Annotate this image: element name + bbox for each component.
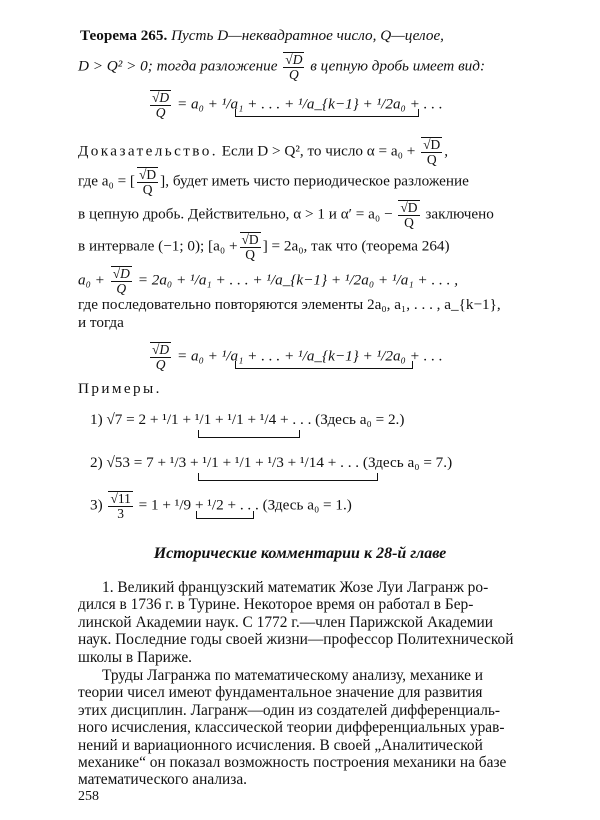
paragraph-2: Труды Лагранжа по математическому анализу, механике и теории чисел имеют фундаментальное значение для развития этих дисциплин. Лагранж—один из создателей дифференциаль- ного исчисления, классической теории дифференциальных урав- нений и вариационного исчисления. В своей „Аналитической механике“ он показал возможность построения механики на базе математического анализа.: [78, 667, 507, 789]
paragraph-1: 1. Великий французский математик Жозе Луи Лагранж ро- дился в 1736 г. в Турине. Некоторое время он работал в Бер- линской Академии наук. С 1772 г.—член Парижской Академии наук. Последние годы своей жизни—профессор Политехнической школы в Париже.: [78, 579, 514, 666]
theorem-formula: $\frac{√D}{Q}$ = a₀ + ¹/a₁ + . . . + ¹/a_{k−1} + ¹/2a₀ + . . .: [152, 90, 443, 120]
theorem-text-2b: в цепную дробь имеет вид:: [310, 57, 486, 75]
proof-line-6: где последовательно повторяются элементы 2a₀, a₁, . . . , a_{k−1},: [78, 296, 501, 313]
proof-formula: $\frac{√D}{Q}$ = a₀ + ¹/a₁ + . . . + ¹/a_{k−1} + ¹/2a₀ + . . .: [152, 342, 443, 372]
section-title: Исторические комментарии к 28-й главе: [153, 545, 447, 562]
proof-line-3: в цепную дробь. Действительно, α > 1 и α′ = a₀ − $\frac{√D}{Q}$ заключено: [78, 200, 494, 230]
proof-line-5: a₀ + $\frac{√D}{Q}$ = 2a₀ + ¹/a₁ + . . . + ¹/a_{k−1} + ¹/2a₀ + ¹/a₁ + . . . ,: [78, 266, 459, 296]
theorem-line-1: [80, 27, 444, 45]
proof-line-4: в интервале (−1; 0); [a₀ + $\frac{√D}{Q}$ ] = 2a₀, так что (теорема 264): [78, 232, 450, 262]
examples-label: Примеры.: [78, 380, 162, 397]
proof-line-1: Доказательство. Если D > Q², то число α = a₀ + $\frac{√D}{Q}$ ,: [78, 137, 449, 167]
theorem-label: Теорема 265.: [80, 27, 168, 44]
period-bracket: [235, 109, 419, 117]
theorem-fraction: $\frac{√D}{Q}$: [285, 52, 303, 82]
example-3: 3) $\frac{√11}{3}$ = 1 + ¹/9 + ¹/2 + . . . (Здесь a₀ = 1.): [90, 491, 352, 521]
page-number: 258: [78, 789, 99, 804]
theorem-text-2a: D > Q² > 0; тогда разложение: [78, 57, 278, 75]
theorem-line-2: [78, 52, 485, 82]
example-2: 2) √53 = 7 + ¹/3 + ¹/1 + ¹/1 + ¹/3 + ¹/14 + . . . (Здесь a₀ = 7.): [90, 454, 453, 471]
proof-label: Доказательство.: [78, 142, 218, 160]
example-1-bracket: [198, 430, 300, 438]
example-1: 1) √7 = 2 + ¹/1 + ¹/1 + ¹/1 + ¹/4 + . . . (Здесь a₀ = 2.): [90, 411, 405, 428]
theorem-formula-text: = a₀ + ¹/a₁ + . . . + ¹/a_{k−1} + ¹/2a₀ + . . .: [176, 95, 443, 113]
example-3-bracket: [196, 511, 254, 519]
theorem-text-1: Пусть D—неквадратное число, Q—целое,: [171, 27, 444, 44]
example-2-bracket: [198, 473, 378, 481]
proof-line-7: и тогда: [78, 314, 124, 331]
proof-line-2: где a₀ = [ $\frac{√D}{Q}$ ], будет иметь чисто периодическое разложение: [78, 167, 469, 197]
period-bracket-2: [235, 361, 413, 369]
